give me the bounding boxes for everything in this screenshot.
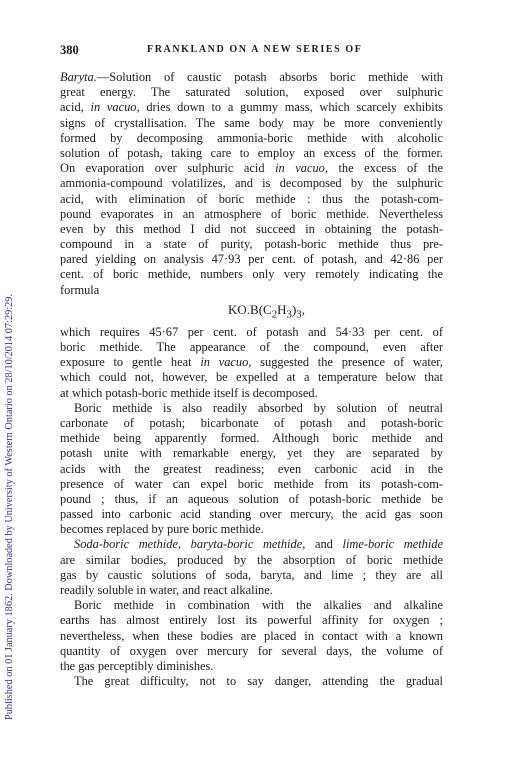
text-fragment-italic: lime-boric methide xyxy=(342,537,443,552)
formula-part: H xyxy=(277,301,287,317)
running-title: FRANKLAND ON A NEW SERIES OF xyxy=(147,44,363,55)
text-line: pared yielding on analysis 47·93 per cent. of potash, and 42·86 per xyxy=(60,252,443,267)
formula-subscript: 3 xyxy=(286,308,292,321)
text-line xyxy=(60,70,443,85)
download-stamp xyxy=(2,40,18,720)
text-line: readily soluble in water, and react alkaline. xyxy=(60,583,273,597)
text-fragment-italic: in vacuo, xyxy=(200,355,252,370)
text-line: Boric methide is also readily absorbed by solution of neutral xyxy=(74,400,443,415)
text-line: pound evaporates in an atmosphere of boric methide. Nevertheless xyxy=(60,206,443,221)
text-line: pound ; thus, if an aqueous solution of potash-boric methide be xyxy=(60,491,443,506)
text-fragment: —Solution of caustic potash absorbs boric methide with xyxy=(96,70,443,84)
text-line: even by this method I did not succeed in obtaining the potash- xyxy=(60,221,443,236)
text-line: formula xyxy=(60,282,100,297)
text-fragment: exposure to gentle heat xyxy=(60,355,201,370)
text-fragment-italic: in vacuo, xyxy=(90,100,140,115)
text-line: acids with the greatest readiness; even carbonic acid in the xyxy=(60,461,443,476)
text-line: solution of potash, taking care to employ an excess of the former. xyxy=(60,145,443,160)
page-number: 380 xyxy=(60,43,79,57)
text-line: boric methide. The appearance of the compound, even after xyxy=(60,340,443,354)
text-fragment-italic: in vacuo, xyxy=(275,161,328,176)
text-fragment: dries down to a gummy mass, which scarcely exhibits xyxy=(139,100,443,115)
page-header xyxy=(60,43,442,57)
text-line xyxy=(60,100,443,115)
text-line: earths has almost entirely lost its powerful affinity for oxygen ; xyxy=(60,613,443,628)
text-line: The great difficulty, not to say danger, attending the gradual xyxy=(74,674,443,689)
formula-subscript: 2 xyxy=(271,308,278,321)
text-line: which could not, however, be expelled at a temperature below that xyxy=(60,370,443,385)
formula-part: , xyxy=(301,301,305,317)
text-line: acid, with elimination of boric methide : thus the potash-com- xyxy=(60,191,443,206)
text-line: becomes replaced by pure boric methide. xyxy=(60,522,264,537)
text-line: at which potash-boric methide itself is decomposed. xyxy=(60,385,318,400)
text-fragment: acid, xyxy=(60,100,91,115)
text-fragment: On evaporation over sulphuric acid xyxy=(60,161,276,176)
text-line: are similar bodies, produced by the absorption of boric methide xyxy=(60,552,443,567)
download-stamp-text: Published on 01 January 1862. Downloaded by University of Western Ontario on 28/10/2014 07:29:29. xyxy=(4,294,15,720)
text-line: signs of crystallisation. The same body may be more conveniently xyxy=(60,115,443,130)
formula-part: ) xyxy=(291,301,297,317)
body-text xyxy=(60,70,443,689)
chemical-formula xyxy=(60,298,443,325)
text-fragment: the excess of the xyxy=(327,161,444,176)
text-line: great energy. The saturated solution, exposed over sulphuric xyxy=(60,85,443,100)
text-line: quantity of oxygen over mercury for several days, the volume of xyxy=(60,643,443,658)
text-fragment: and xyxy=(305,537,343,552)
formula-part: KO.B(C xyxy=(228,301,272,317)
text-line: carbonate of potash; bicarbonate of potash and potash-boric xyxy=(60,415,443,430)
text-line: Boric methide in combination with the alkalies and alkaline xyxy=(74,598,443,613)
text-fragment-italic: Baryta. xyxy=(60,70,97,84)
text-fragment-italic: Soda-boric methide, baryta-boric methide, xyxy=(74,537,306,552)
text-line: nevertheless, when these bodies are placed in contact with a known xyxy=(60,628,443,643)
text-line: which requires 45·67 per cent. of potash and 54·33 per cent. of xyxy=(60,324,443,339)
text-line xyxy=(60,161,443,176)
text-fragment: suggested the presence of water, xyxy=(251,355,444,370)
text-line: ammonia-compound volatilizes, and is decomposed by the sulphuric xyxy=(60,176,443,191)
text-line: cent. of boric methide, numbers only very remotely indicating the xyxy=(60,267,443,282)
text-line: presence of water can expel boric methide from its potash-com- xyxy=(60,476,443,491)
text-line: the gas perceptibly diminishes. xyxy=(60,658,214,673)
formula-subscript: 3 xyxy=(296,308,302,321)
text-line: passed into carbonic acid standing over mercury, the acid gas soon xyxy=(60,507,443,522)
text-line: potash unite with remarkable energy, yet they are separated by xyxy=(60,446,443,461)
text-line xyxy=(60,537,443,552)
text-line: compound in a state of purity, potash-boric methide thus pre- xyxy=(60,237,443,252)
text-line: gas by caustic solutions of soda, baryta, and lime ; they are all xyxy=(60,567,443,582)
text-line: methide being apparently formed. Although boric methide and xyxy=(60,431,443,446)
text-line xyxy=(60,355,443,370)
text-line: formed by decomposing ammonia-boric methide with alcoholic xyxy=(60,130,443,145)
